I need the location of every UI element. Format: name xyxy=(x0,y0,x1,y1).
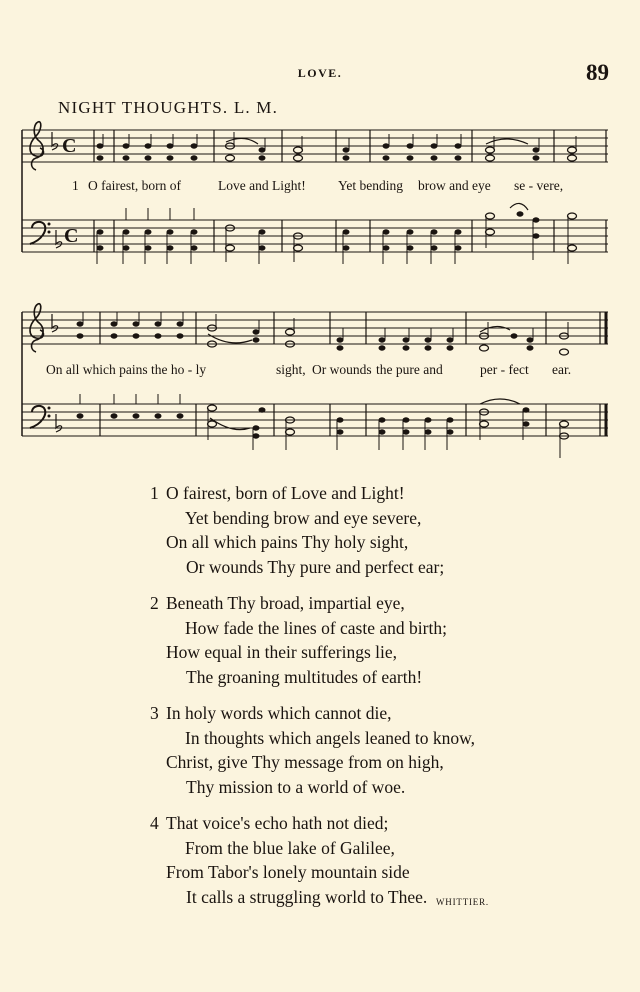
lyric-syllable: per - fect xyxy=(480,362,529,377)
author-attribution: WHITTIER. xyxy=(436,897,489,907)
lyric-syllable: the pure and xyxy=(376,362,443,377)
lyric-syllable: Or wounds xyxy=(312,362,372,377)
verse-line: In thoughts which angels leaned to know, xyxy=(185,727,475,748)
verse-line: How equal in their sufferings lie, xyxy=(166,642,398,662)
verse-line: On all which pains Thy holy sight, xyxy=(166,532,409,552)
verse-line: Christ, give Thy message from on high, xyxy=(166,752,444,772)
svg-text:C: C xyxy=(64,225,79,247)
lyric-syllable: ear. xyxy=(552,362,572,377)
stanza-number: 3 xyxy=(150,703,159,723)
verse-line: Beneath Thy broad, impartial eye, xyxy=(166,593,405,613)
lyric-syllable: On all which pains the ho - ly xyxy=(46,362,207,377)
page-number: 89 xyxy=(586,60,609,85)
lyric-syllable: brow and eye xyxy=(418,178,491,193)
verse-line: That voice's echo hath not died; xyxy=(166,813,389,833)
music-system-1 xyxy=(0,110,640,280)
verse-line: It calls a struggling world to Thee. xyxy=(186,886,428,907)
lyric-syllable: O fairest, born of xyxy=(88,178,181,193)
verse-line: From the blue lake of Galilee, xyxy=(185,837,395,858)
stanza-4 xyxy=(0,811,640,909)
verse-line: In holy words which cannot die, xyxy=(166,703,392,723)
verse-line: Or wounds Thy pure and perfect ear; xyxy=(186,556,445,577)
stanza-number: 2 xyxy=(150,593,159,613)
stanza-2 xyxy=(0,591,640,689)
stanza-1 xyxy=(0,481,640,579)
lyric-syllable: Love and Light! xyxy=(218,178,306,193)
verse-line: How fade the lines of caste and birth; xyxy=(185,617,447,638)
verse-line: Thy mission to a world of woe. xyxy=(186,776,406,797)
svg-text:C: C xyxy=(62,135,77,157)
running-head: LOVE. xyxy=(297,66,343,80)
stanza-3 xyxy=(0,701,640,799)
music-system-2 xyxy=(0,300,640,470)
stanza-number: 4 xyxy=(150,813,159,833)
tune-title: NIGHT THOUGHTS. L. M. xyxy=(58,98,279,117)
stanza-number: 1 xyxy=(150,483,159,503)
music-notation xyxy=(0,300,640,470)
verse-number: 1 xyxy=(72,178,79,193)
lyric-syllable: Yet bending xyxy=(338,178,404,193)
verse-line: The groaning multitudes of earth! xyxy=(186,666,423,687)
music-notation xyxy=(0,110,640,280)
verse-line: Yet bending brow and eye severe, xyxy=(185,507,422,528)
verse-line: From Tabor's lonely mountain side xyxy=(166,862,410,882)
lyric-syllable: se - vere, xyxy=(514,178,564,193)
lyric-syllable: sight, xyxy=(276,362,306,377)
verse-line: O fairest, born of Love and Light! xyxy=(166,483,405,503)
hymn-text xyxy=(0,481,640,921)
